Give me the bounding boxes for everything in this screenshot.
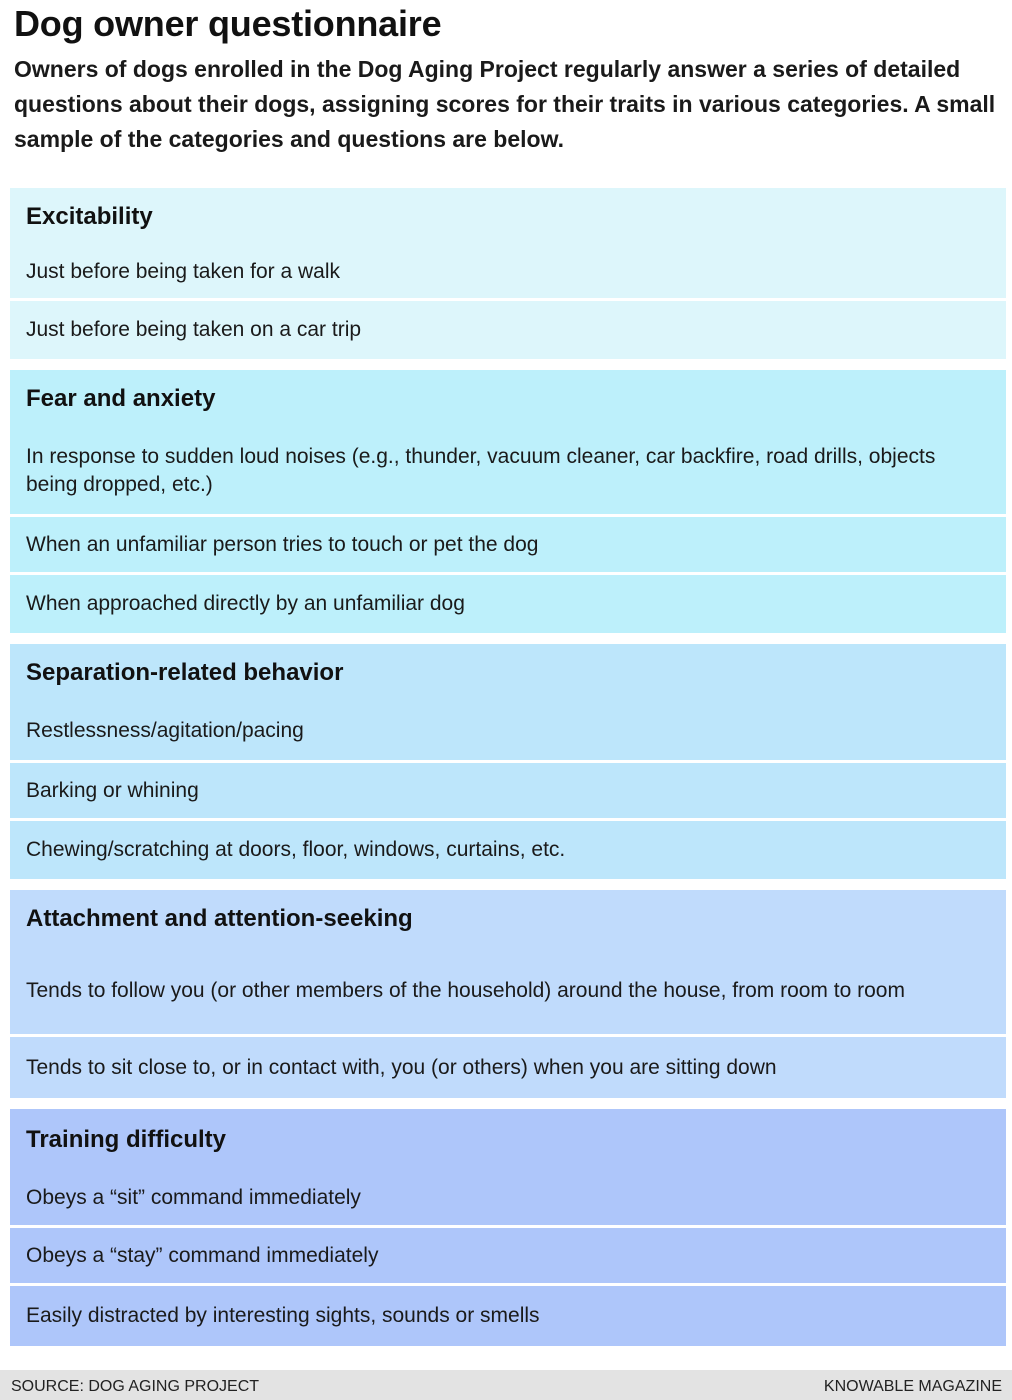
category-title: Fear and anxiety — [10, 370, 1006, 428]
publisher-credit: KNOWABLE MAGAZINE — [823, 1378, 1002, 1395]
footer — [0, 1370, 1012, 1400]
question-row: In response to sudden loud noises (e.g., thunder, vacuum cleaner, car backfire, road drills, objects being dropped, etc.) — [10, 428, 1006, 517]
question-row: Just before being taken on a car trip — [10, 301, 1006, 359]
question-row: Barking or whining — [10, 763, 1006, 821]
question-row: Restlessness/agitation/pacing — [10, 702, 1006, 763]
category-separation-related-behavior — [10, 644, 1006, 879]
question-row: Chewing/scratching at doors, floor, windows, curtains, etc. — [10, 821, 1006, 879]
question-row: When an unfamiliar person tries to touch or pet the dog — [10, 517, 1006, 575]
category-list — [10, 188, 1006, 1357]
page-subtitle: Owners of dogs enrolled in the Dog Aging Project regularly answer a series of detailed questions about their dogs, assigning scores for their traits in various categories. A small sample of the categories and questions are below. — [14, 56, 996, 152]
category-title: Excitability — [10, 188, 1006, 246]
category-excitability — [10, 188, 1006, 359]
category-attachment-and-attention-seeking — [10, 890, 1006, 1098]
question-row: Easily distracted by interesting sights, sounds or smells — [10, 1286, 1006, 1346]
category-title: Attachment and attention-seeking — [10, 890, 1006, 948]
category-fear-and-anxiety — [10, 370, 1006, 633]
question-row: Obeys a “sit” command immediately — [10, 1171, 1006, 1228]
category-title: Separation-related behavior — [10, 644, 1006, 702]
source-credit: SOURCE: DOG AGING PROJECT — [11, 1378, 260, 1395]
page-title: Dog owner questionnaire — [14, 3, 442, 44]
question-row: When approached directly by an unfamiliar dog — [10, 575, 1006, 633]
category-training-difficulty — [10, 1109, 1006, 1346]
header — [14, 0, 1004, 157]
question-row: Obeys a “stay” command immediately — [10, 1228, 1006, 1286]
question-row: Just before being taken for a walk — [10, 246, 1006, 301]
question-row: Tends to follow you (or other members of the household) around the house, from room to room — [10, 948, 1006, 1037]
category-title: Training difficulty — [10, 1109, 1006, 1171]
question-row: Tends to sit close to, or in contact with, you (or others) when you are sitting down — [10, 1037, 1006, 1098]
